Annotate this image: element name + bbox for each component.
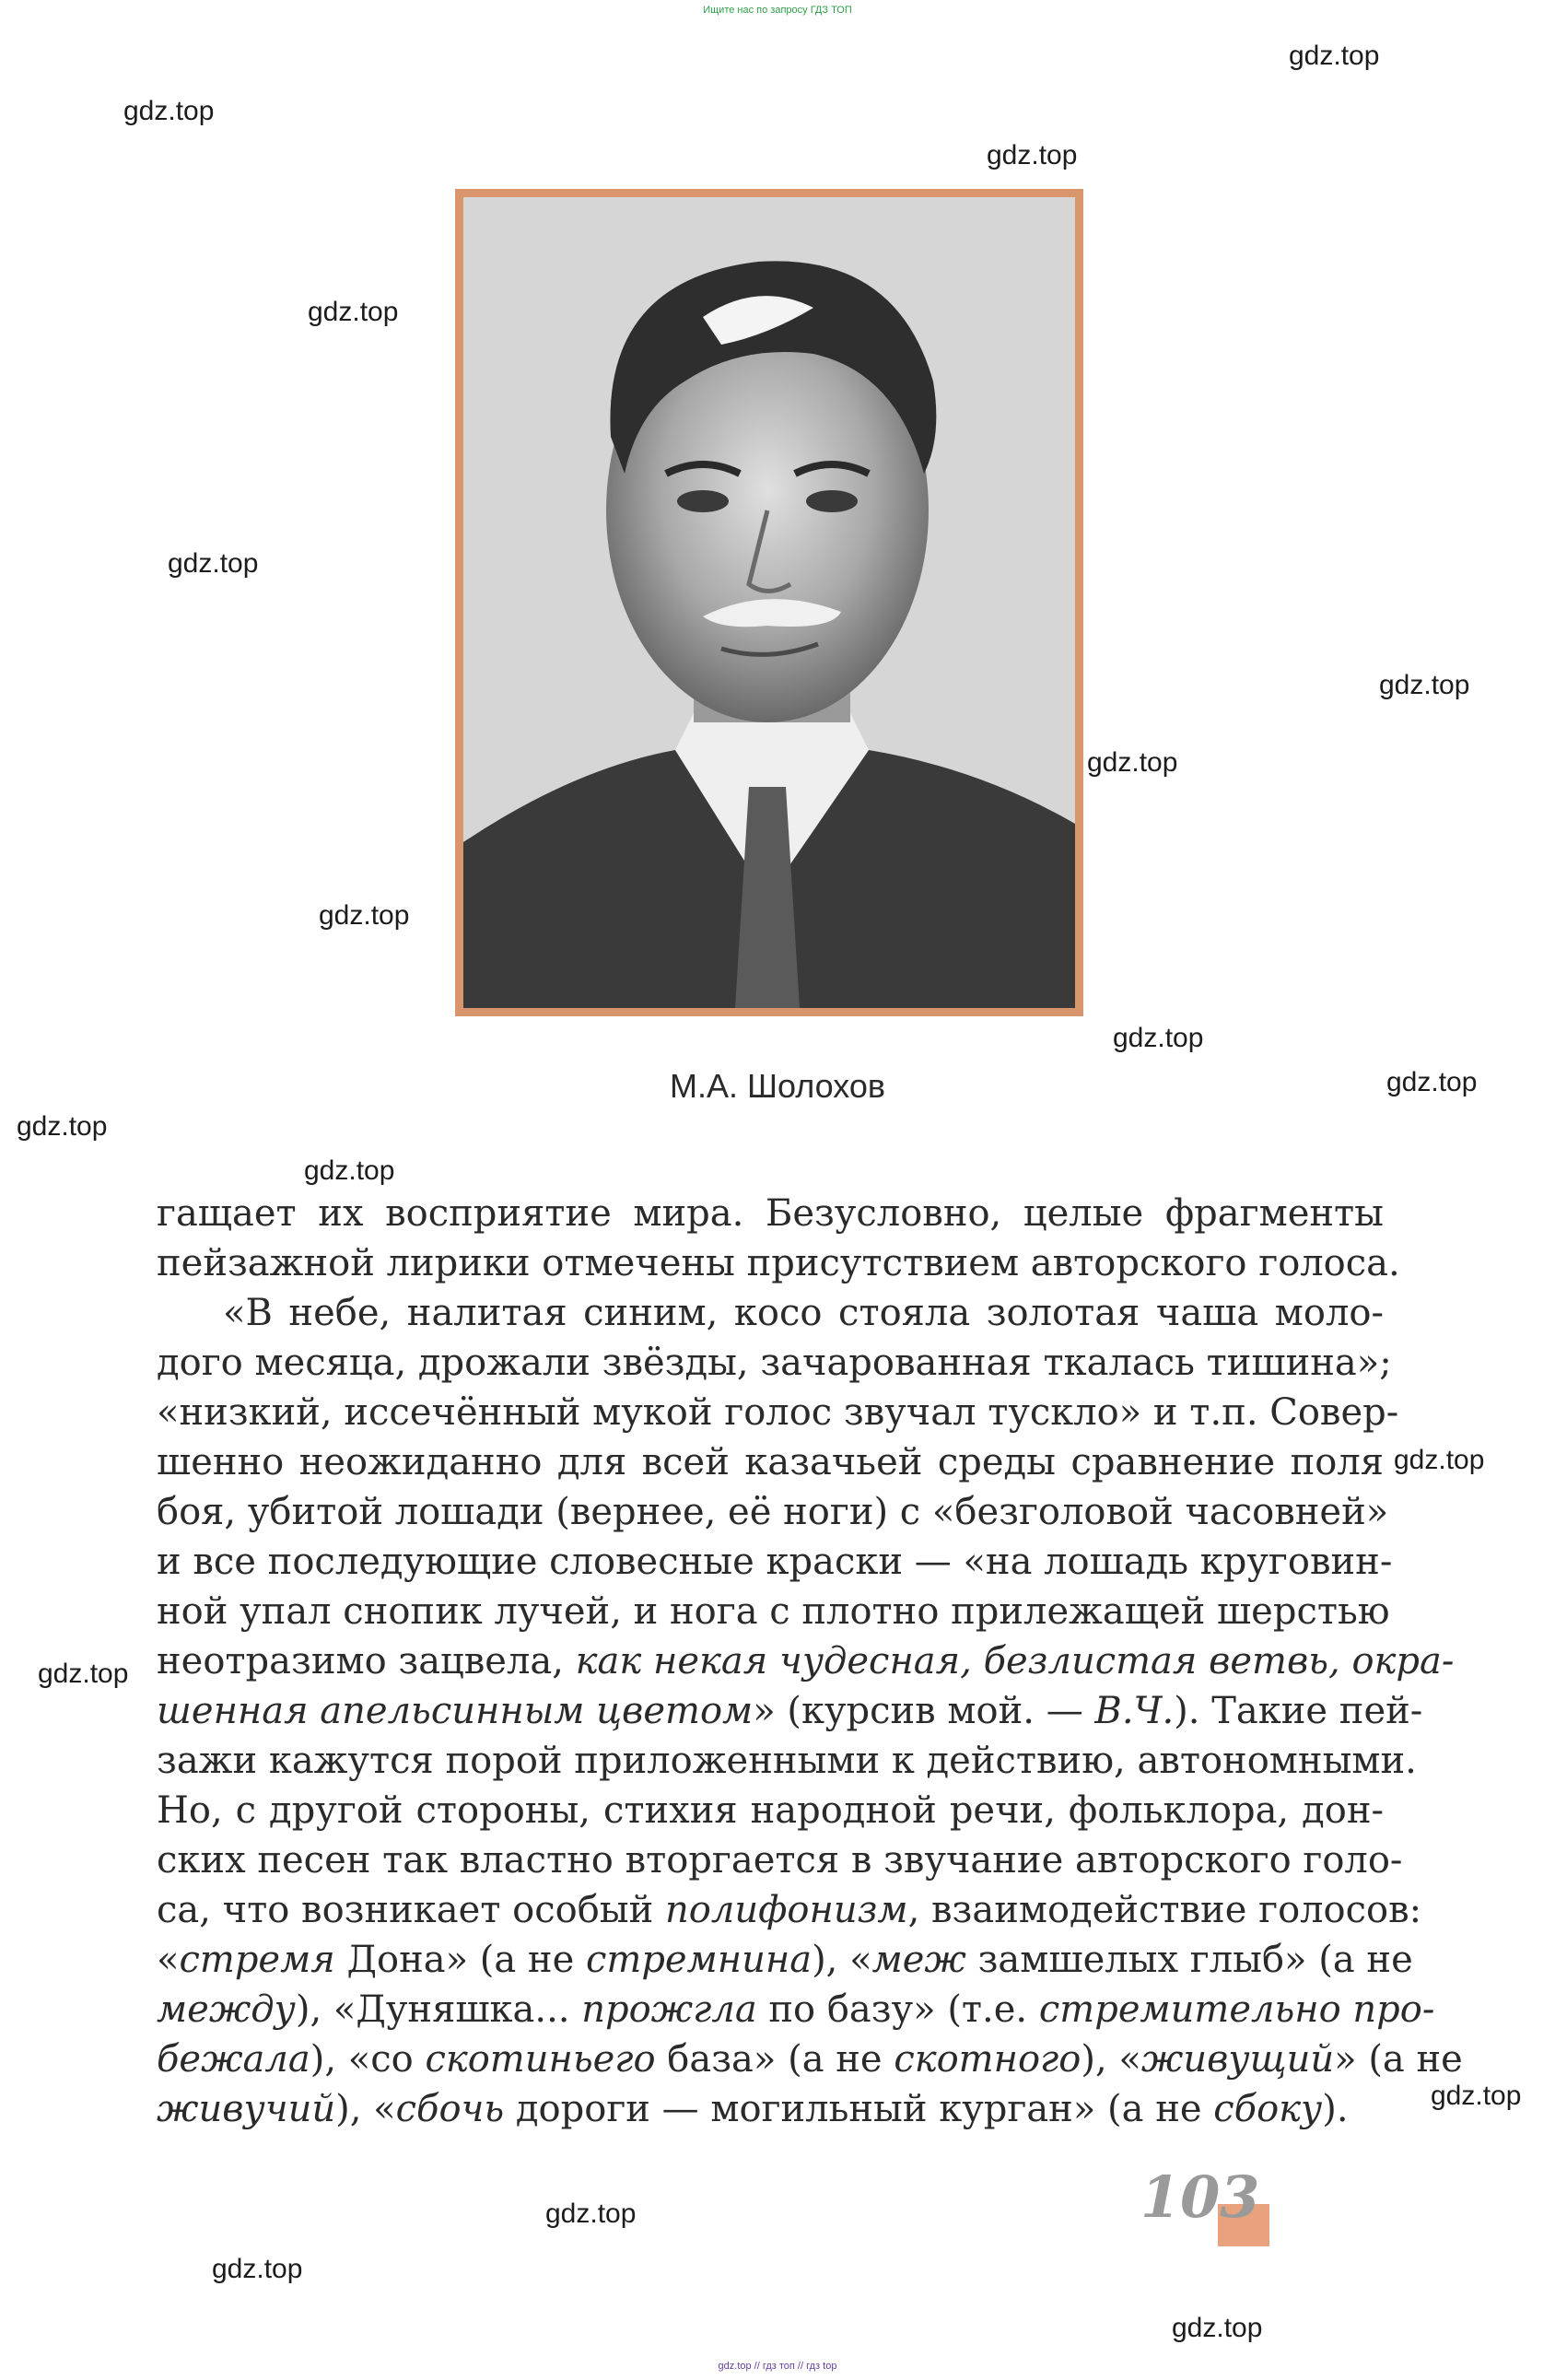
italic-run: бежала xyxy=(157,2038,310,2081)
top-banner: Ищите нас по запросу ГДЗ ТОП xyxy=(703,5,852,16)
text-line xyxy=(157,1636,1455,1686)
text-line: пейзажной лирики отмечены присутствием авторского голоса. xyxy=(157,1242,1400,1284)
italic-run: полифонизм xyxy=(665,1889,908,1931)
text-line: шенно неожиданно для всей казачьей среды сравнение поля xyxy=(157,1441,1384,1483)
text-run: неотразимо зацвела, xyxy=(157,1640,576,1682)
watermark: gdz.top xyxy=(987,140,1078,170)
text-line: гащает их восприятие мира. Безусловно, целые фрагменты xyxy=(157,1192,1384,1235)
watermark: gdz.top xyxy=(319,900,410,931)
italic-run: сбоку xyxy=(1213,2088,1323,2130)
watermark: gdz.top xyxy=(1172,2313,1263,2343)
watermark: gdz.top xyxy=(1431,2081,1522,2111)
text-line xyxy=(157,1985,1435,2034)
text-line xyxy=(157,1686,1423,1736)
italic-run: прожгла xyxy=(581,1988,757,2031)
italic-run: стремя xyxy=(179,1939,335,1981)
italic-run: живучий xyxy=(157,2088,336,2130)
watermark: gdz.top xyxy=(168,548,259,579)
text-run: « xyxy=(157,1939,180,1981)
text-run: » (а не xyxy=(1334,2038,1463,2081)
italic-run: как некая чудесная, безлистая ветвь, окра- xyxy=(575,1640,1455,1682)
page-number: 103 xyxy=(1140,2163,1260,2231)
watermark: gdz.top xyxy=(212,2254,303,2284)
italic-run: В.Ч. xyxy=(1094,1690,1175,1732)
text-run: ), «со xyxy=(310,2038,426,2081)
italic-run: шенная апельсинным цветом xyxy=(157,1690,754,1732)
text-run: , взаимодействие голосов: xyxy=(907,1889,1422,1931)
watermark: gdz.top xyxy=(1113,1023,1204,1053)
text-run: ). Такие пей- xyxy=(1174,1690,1423,1732)
portrait-caption: М.А. Шолохов xyxy=(670,1067,885,1105)
text-line xyxy=(157,2034,1463,2084)
text-run: Дона» (а не xyxy=(334,1939,586,1981)
watermark: gdz.top xyxy=(308,297,399,327)
italic-run: сбочь xyxy=(395,2088,505,2130)
text-run: са, что возникает особый xyxy=(157,1889,666,1931)
watermark: gdz.top xyxy=(1087,747,1178,778)
text-line: ной упал снопик лучей, и нога с плотно прилежащей шерстью xyxy=(157,1590,1390,1633)
text-run: ), « xyxy=(1081,2038,1141,2081)
text-run: замшелых глыб» (а не xyxy=(965,1939,1413,1981)
text-line: боя, убитой лошади (вернее, её ноги) с «безголовой часовней» xyxy=(157,1491,1389,1533)
text-run: » (курсив мой. — xyxy=(753,1690,1095,1732)
italic-run: скотного xyxy=(894,2038,1081,2081)
text-line: «В небе, налитая синим, косо стояла золотая чаша моло- xyxy=(223,1292,1384,1334)
text-run: база» (а не xyxy=(655,2038,894,2081)
text-run: ), « xyxy=(812,1939,872,1981)
portrait-photo xyxy=(463,197,1075,1008)
italic-run: скотиньего xyxy=(425,2038,656,2081)
text-line xyxy=(157,2084,1384,2134)
italic-run: стремнина xyxy=(585,1939,813,1981)
watermark: gdz.top xyxy=(17,1111,108,1142)
watermark: gdz.top xyxy=(545,2198,637,2229)
watermark: gdz.top xyxy=(304,1155,395,1186)
text-run: ), «Дуняшка... xyxy=(295,1988,582,2031)
portrait-frame xyxy=(455,189,1083,1016)
watermark: gdz.top xyxy=(1289,41,1380,71)
text-run: ). xyxy=(1322,2088,1349,2130)
text-line: ских песен так властно вторгается в звучание авторского голо- xyxy=(157,1839,1403,1882)
watermark: gdz.top xyxy=(123,96,215,126)
italic-run: меж xyxy=(871,1939,966,1981)
italic-run: стремительно про- xyxy=(1038,1988,1435,2031)
watermark: gdz.top xyxy=(1386,1067,1478,1097)
text-line: Но, с другой стороны, стихия народной речи, фольклора, дон- xyxy=(157,1789,1384,1832)
bottom-banner: gdz.top // гдз топ // гдз top xyxy=(718,2361,837,2372)
text-run: по базу» (т.е. xyxy=(756,1988,1039,2031)
text-line: и все последующие словесные краски — «на лошадь круговин- xyxy=(157,1541,1393,1583)
text-run: дороги — могильный курган» (а не xyxy=(504,2088,1214,2130)
italic-run: живущий xyxy=(1140,2038,1335,2081)
watermark: gdz.top xyxy=(1394,1445,1485,1475)
text-line xyxy=(157,1885,1422,1935)
text-line: дого месяца, дрожали звёзды, зачарованная ткалась тишина»; xyxy=(157,1342,1392,1384)
watermark: gdz.top xyxy=(1379,670,1470,700)
italic-run: между xyxy=(157,1988,296,2031)
text-run: ), « xyxy=(335,2088,396,2130)
text-line: зажи кажутся порой приложенными к действию, автономными. xyxy=(157,1740,1417,1782)
watermark: gdz.top xyxy=(38,1659,129,1689)
text-line xyxy=(157,1935,1413,1985)
text-line: «низкий, иссечённый мукой голос звучал тускло» и т.п. Совер- xyxy=(157,1391,1399,1434)
